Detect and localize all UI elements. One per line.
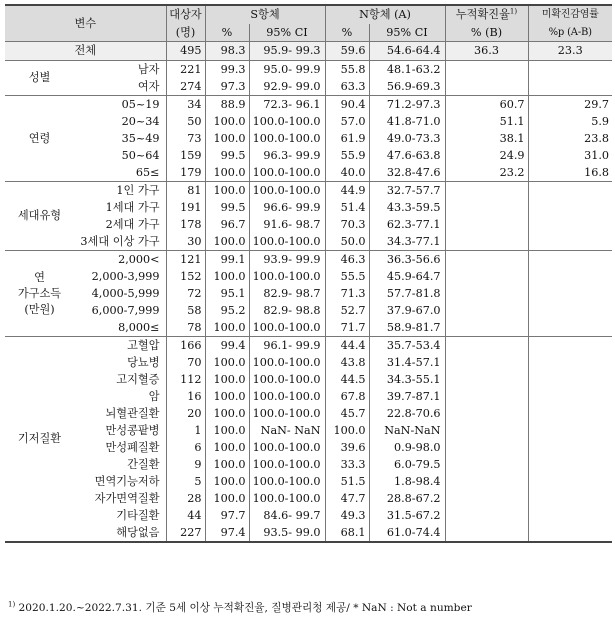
table-row	[5, 96, 612, 114]
total-n: 495	[166, 42, 205, 61]
table-row	[5, 216, 612, 233]
total-s-ci: 95.9- 99.3	[249, 42, 325, 61]
table-row	[5, 371, 612, 388]
row-n: 191	[166, 199, 205, 216]
row-n: 70	[166, 354, 205, 371]
table-row	[5, 302, 612, 319]
row-undiagnosed	[528, 405, 612, 422]
row-s-pct: 99.4	[205, 337, 249, 355]
row-n-ci: 61.0-74.4	[369, 524, 445, 542]
footnote-text: 2020.1.20.~2022.7.31. 기준 5세 이상 누적확진율, 질병관리청 제공/ * NaN : Not a number	[15, 602, 472, 614]
row-n-pct: 55.5	[325, 268, 369, 285]
row-s-pct: 95.2	[205, 302, 249, 319]
row-s-ci: 100.0-100.0	[249, 113, 325, 130]
row-n-pct: 40.0	[325, 164, 369, 182]
group-label	[5, 61, 74, 96]
row-label: 4,000-5,999	[91, 286, 160, 300]
row-n-ci: 45.9-64.7	[369, 268, 445, 285]
table-row	[5, 456, 612, 473]
row-s-ci: 100.0-100.0	[249, 388, 325, 405]
row-s-pct: 100.0	[205, 130, 249, 147]
table-row	[5, 78, 612, 96]
row-n-ci: 49.0-73.3	[369, 130, 445, 147]
row-n-ci: 71.2-97.3	[369, 96, 445, 114]
row-n-pct: 44.9	[325, 182, 369, 200]
row-n-pct: 63.3	[325, 78, 369, 96]
table-row	[5, 490, 612, 507]
row-s-pct: 99.3	[205, 61, 249, 79]
row-n: 78	[166, 319, 205, 337]
row-undiagnosed	[528, 388, 612, 405]
group-label-line: 기저질환	[17, 432, 62, 445]
row-n-pct: 52.7	[325, 302, 369, 319]
group-label	[5, 182, 74, 251]
row-s-ci: 100.0-100.0	[249, 319, 325, 337]
row-n-pct: 50.0	[325, 233, 369, 251]
table-row	[5, 319, 612, 337]
table-row	[5, 233, 612, 251]
header-pct-b: % (B)	[445, 24, 528, 42]
row-label: 고혈압	[127, 338, 160, 352]
row-undiagnosed	[528, 456, 612, 473]
row-s-pct: 97.4	[205, 524, 249, 542]
row-cumulative	[445, 302, 528, 319]
row-n: 72	[166, 285, 205, 302]
header-subjects-unit: (명)	[166, 24, 205, 42]
row-undiagnosed	[528, 78, 612, 96]
row-n-ci: NaN-NaN	[369, 422, 445, 439]
header-n-antibody: N항체 (A)	[325, 5, 445, 24]
row-s-ci: 100.0-100.0	[249, 439, 325, 456]
row-n-ci: 37.9-67.0	[369, 302, 445, 319]
group-label-line: 연령	[28, 131, 51, 145]
row-label: 면역기능저하	[94, 474, 160, 488]
row-s-ci: 100.0-100.0	[249, 354, 325, 371]
row-undiagnosed	[528, 319, 612, 337]
row-n-ci: 32.7-57.7	[369, 182, 445, 200]
total-cumulative: 36.3	[445, 42, 528, 61]
row-s-ci: 72.3- 96.1	[249, 96, 325, 114]
row-n-ci: 36.3-56.6	[369, 251, 445, 269]
row-cumulative	[445, 354, 528, 371]
row-n-ci: 39.7-87.1	[369, 388, 445, 405]
row-n: 58	[166, 302, 205, 319]
row-n-pct: 51.4	[325, 199, 369, 216]
row-s-ci: 91.6- 98.7	[249, 216, 325, 233]
group-label-line: (만원)	[24, 302, 55, 316]
row-n-pct: 90.4	[325, 96, 369, 114]
row-n-ci: 58.9-81.7	[369, 319, 445, 337]
row-s-pct: 100.0	[205, 422, 249, 439]
row-n: 9	[166, 456, 205, 473]
row-n-ci: 22.8-70.6	[369, 405, 445, 422]
row-undiagnosed	[528, 302, 612, 319]
row-cumulative	[445, 268, 528, 285]
row-undiagnosed	[528, 422, 612, 439]
row-n-ci: 6.0-79.5	[369, 456, 445, 473]
row-cumulative	[445, 439, 528, 456]
row-label: 20~34	[121, 114, 160, 128]
row-n-ci: 35.7-53.4	[369, 337, 445, 355]
row-s-ci: 84.6- 99.7	[249, 507, 325, 524]
row-s-ci: 100.0-100.0	[249, 164, 325, 182]
row-undiagnosed: 5.9	[528, 113, 612, 130]
row-s-ci: 100.0-100.0	[249, 130, 325, 147]
table-row	[5, 354, 612, 371]
row-s-ci: 100.0-100.0	[249, 490, 325, 507]
row-cumulative	[445, 388, 528, 405]
row-cumulative	[445, 78, 528, 96]
row-cumulative: 51.1	[445, 113, 528, 130]
row-n: 112	[166, 371, 205, 388]
row-n-pct: 70.3	[325, 216, 369, 233]
row-n-ci: 31.4-57.1	[369, 354, 445, 371]
row-label: 8,000≤	[74, 319, 166, 337]
header-cumulative: 누적확진율$^{1)}$	[445, 5, 528, 24]
row-label: 뇌혈관질환	[105, 406, 160, 420]
row-cumulative	[445, 422, 528, 439]
row-s-ci: 96.1- 99.9	[249, 337, 325, 355]
row-undiagnosed	[528, 473, 612, 490]
row-label: 암	[148, 389, 160, 403]
row-n: 44	[166, 507, 205, 524]
header-s-antibody: S항체	[205, 5, 325, 24]
row-s-pct: 100.0	[205, 319, 249, 337]
row-undiagnosed	[528, 337, 612, 355]
row-label: 50~64	[121, 148, 160, 162]
table-row	[5, 439, 612, 456]
row-s-pct: 100.0	[205, 456, 249, 473]
group-label	[5, 96, 74, 182]
row-s-pct: 99.1	[205, 251, 249, 269]
group-label	[5, 251, 74, 337]
row-n-ci: 62.3-77.1	[369, 216, 445, 233]
row-cumulative: 60.7	[445, 96, 528, 114]
row-n-pct: 55.8	[325, 61, 369, 79]
row-cumulative	[445, 182, 528, 200]
row-cumulative	[445, 507, 528, 524]
row-n-ci: 34.3-77.1	[369, 233, 445, 251]
group-label	[5, 337, 74, 543]
row-cumulative	[445, 490, 528, 507]
row-n-pct: 47.7	[325, 490, 369, 507]
row-cumulative	[445, 405, 528, 422]
row-n: 34	[166, 96, 205, 114]
row-s-pct: 96.7	[205, 216, 249, 233]
total-n-ci: 54.6-64.4	[369, 42, 445, 61]
row-n: 227	[166, 524, 205, 542]
row-s-pct: 99.5	[205, 147, 249, 164]
row-undiagnosed	[528, 439, 612, 456]
row-n-ci: 41.8-71.0	[369, 113, 445, 130]
row-n: 20	[166, 405, 205, 422]
total-undiagnosed: 23.3	[528, 42, 612, 61]
row-undiagnosed	[528, 268, 612, 285]
header-pct-ab: %p (A-B)	[528, 24, 612, 42]
row-n-ci: 31.5-67.2	[369, 507, 445, 524]
row-n: 81	[166, 182, 205, 200]
row-n-ci: 34.3-55.1	[369, 371, 445, 388]
row-s-ci: 82.9- 98.7	[249, 285, 325, 302]
row-s-ci: 100.0-100.0	[249, 473, 325, 490]
table-row	[5, 473, 612, 490]
row-n-pct: 100.0	[325, 422, 369, 439]
row-n: 1	[166, 422, 205, 439]
row-label: 2,000-3,999	[91, 269, 160, 283]
header-n-ci: 95% CI	[369, 24, 445, 42]
row-label: 당뇨병	[127, 355, 160, 369]
row-label: 6,000-7,999	[91, 303, 160, 317]
table-row	[5, 251, 612, 269]
row-cumulative	[445, 337, 528, 355]
row-n-ci: 28.8-67.2	[369, 490, 445, 507]
row-n-pct: 46.3	[325, 251, 369, 269]
total-row	[5, 42, 612, 61]
total-n-pct: 59.6	[325, 42, 369, 61]
row-undiagnosed	[528, 182, 612, 200]
row-label: 자가면역질환	[94, 491, 160, 505]
row-undiagnosed	[528, 233, 612, 251]
row-s-ci: 100.0-100.0	[249, 371, 325, 388]
row-s-pct: 100.0	[205, 182, 249, 200]
table-row	[5, 507, 612, 524]
row-n: 159	[166, 147, 205, 164]
group-label-line: 성별	[28, 71, 51, 84]
row-s-ci: 96.3- 99.9	[249, 147, 325, 164]
row-label: 기타질환	[116, 508, 160, 522]
row-n-pct: 51.5	[325, 473, 369, 490]
row-n-pct: 44.5	[325, 371, 369, 388]
row-n: 16	[166, 388, 205, 405]
row-label: 2,000<	[118, 252, 160, 266]
row-label: 2세대 가구	[105, 217, 160, 231]
row-s-pct: 95.1	[205, 285, 249, 302]
row-label: 1세대 가구	[105, 200, 160, 214]
row-undiagnosed	[528, 251, 612, 269]
row-cumulative	[445, 233, 528, 251]
row-n-pct: 61.9	[325, 130, 369, 147]
row-s-pct: 97.3	[205, 78, 249, 96]
row-s-pct: 100.0	[205, 113, 249, 130]
row-cumulative	[445, 473, 528, 490]
row-n-ci: 0.9-98.0	[369, 439, 445, 456]
row-label: 간질환	[127, 457, 160, 471]
row-n-ci: 47.6-63.8	[369, 147, 445, 164]
row-n-ci: 57.7-81.8	[369, 285, 445, 302]
table-row	[5, 388, 612, 405]
row-s-ci: 100.0-100.0	[249, 456, 325, 473]
header-subjects: 대상자	[166, 5, 205, 24]
table-row	[5, 268, 612, 285]
row-undiagnosed: 29.7	[528, 96, 612, 114]
row-undiagnosed	[528, 354, 612, 371]
row-cumulative	[445, 199, 528, 216]
table-row	[5, 113, 612, 130]
table-row	[5, 61, 612, 79]
total-label: 전체	[5, 42, 166, 61]
row-cumulative: 38.1	[445, 130, 528, 147]
seroprevalence-table	[5, 4, 612, 543]
row-n-pct: 49.3	[325, 507, 369, 524]
row-n: 178	[166, 216, 205, 233]
row-cumulative	[445, 456, 528, 473]
row-s-pct: 100.0	[205, 473, 249, 490]
row-s-ci: 93.9- 99.9	[249, 251, 325, 269]
row-n-pct: 43.8	[325, 354, 369, 371]
row-n: 179	[166, 164, 205, 182]
row-label: 만성폐질환	[105, 440, 160, 454]
row-cumulative	[445, 285, 528, 302]
row-label: 여자	[74, 78, 166, 96]
row-s-ci: 100.0-100.0	[249, 182, 325, 200]
row-s-pct: 99.5	[205, 199, 249, 216]
row-label: 남자	[137, 62, 160, 76]
header-s-ci: 95% CI	[249, 24, 325, 42]
row-cumulative: 24.9	[445, 147, 528, 164]
row-n-pct: 71.3	[325, 285, 369, 302]
row-n: 28	[166, 490, 205, 507]
row-n: 121	[166, 251, 205, 269]
row-s-pct: 88.9	[205, 96, 249, 114]
row-label: 만성콩팥병	[105, 423, 160, 437]
row-s-ci: 100.0-100.0	[249, 405, 325, 422]
group-label-line: 세대유형	[17, 209, 62, 222]
row-n-pct: 68.1	[325, 524, 369, 542]
row-n-ci: 56.9-69.3	[369, 78, 445, 96]
header-variable: 변수	[5, 5, 166, 42]
row-n-pct: 55.9	[325, 147, 369, 164]
row-label: 고지혈증	[116, 372, 160, 386]
row-undiagnosed	[528, 524, 612, 542]
row-undiagnosed	[528, 199, 612, 216]
row-undiagnosed: 16.8	[528, 164, 612, 182]
row-n-pct: 71.7	[325, 319, 369, 337]
group-label-line: 가구소득	[17, 286, 62, 300]
row-n-pct: 33.3	[325, 456, 369, 473]
row-cumulative	[445, 61, 528, 79]
row-cumulative	[445, 371, 528, 388]
row-undiagnosed	[528, 490, 612, 507]
row-s-pct: 100.0	[205, 164, 249, 182]
row-cumulative	[445, 251, 528, 269]
row-s-ci: NaN- NaN	[249, 422, 325, 439]
row-n-pct: 39.6	[325, 439, 369, 456]
row-n: 274	[166, 78, 205, 96]
header-undiagnosed: 미확진감염률	[528, 5, 612, 24]
row-label: 1인 가구	[116, 183, 160, 197]
row-s-ci: 82.9- 98.8	[249, 302, 325, 319]
row-undiagnosed: 23.8	[528, 130, 612, 147]
footnote: $^{1)}$ 2020.1.20.~2022.7.31. 기준 5세 이상 누적확진율, 질병관리청 제공/ * NaN : Not a number	[8, 600, 472, 614]
row-n: 221	[166, 61, 205, 79]
row-label: 65≤	[74, 164, 166, 182]
row-n: 30	[166, 233, 205, 251]
row-cumulative	[445, 524, 528, 542]
table-row	[5, 147, 612, 164]
table-row	[5, 422, 612, 439]
row-undiagnosed	[528, 61, 612, 79]
row-s-pct: 100.0	[205, 439, 249, 456]
row-n: 73	[166, 130, 205, 147]
row-n-pct: 57.0	[325, 113, 369, 130]
row-label: 35~49	[121, 131, 160, 145]
table-row	[5, 405, 612, 422]
table-row	[5, 130, 612, 147]
table-row	[5, 337, 612, 355]
row-n-ci: 1.8-98.4	[369, 473, 445, 490]
row-n-ci: 48.1-63.2	[369, 61, 445, 79]
row-undiagnosed	[528, 285, 612, 302]
row-n: 6	[166, 439, 205, 456]
row-undiagnosed	[528, 371, 612, 388]
row-s-pct: 100.0	[205, 371, 249, 388]
table-row	[5, 182, 612, 200]
row-n-pct: 67.8	[325, 388, 369, 405]
row-n: 50	[166, 113, 205, 130]
row-cumulative	[445, 216, 528, 233]
header-n-pct: %	[325, 24, 369, 42]
row-s-ci: 93.5- 99.0	[249, 524, 325, 542]
row-s-pct: 97.7	[205, 507, 249, 524]
row-n-ci: 43.3-59.5	[369, 199, 445, 216]
row-s-pct: 100.0	[205, 233, 249, 251]
table-row	[5, 524, 612, 542]
row-s-ci: 96.6- 99.9	[249, 199, 325, 216]
row-n: 152	[166, 268, 205, 285]
row-s-pct: 100.0	[205, 490, 249, 507]
row-s-ci: 100.0-100.0	[249, 268, 325, 285]
row-undiagnosed	[528, 507, 612, 524]
row-s-pct: 100.0	[205, 405, 249, 422]
row-s-pct: 100.0	[205, 388, 249, 405]
total-s-pct: 98.3	[205, 42, 249, 61]
row-undiagnosed	[528, 216, 612, 233]
row-n: 166	[166, 337, 205, 355]
table-row	[5, 164, 612, 182]
table-row	[5, 199, 612, 216]
header-row-1	[5, 5, 612, 24]
row-n-pct: 45.7	[325, 405, 369, 422]
row-label: 해당없음	[74, 524, 166, 542]
row-s-ci: 95.0- 99.9	[249, 61, 325, 79]
group-label-line: 연	[34, 270, 45, 284]
row-s-ci: 100.0-100.0	[249, 233, 325, 251]
row-label: 3세대 이상 가구	[74, 233, 166, 251]
table-row	[5, 285, 612, 302]
row-s-ci: 92.9- 99.0	[249, 78, 325, 96]
row-undiagnosed: 31.0	[528, 147, 612, 164]
row-n-pct: 44.4	[325, 337, 369, 355]
header-s-pct: %	[205, 24, 249, 42]
row-n: 5	[166, 473, 205, 490]
row-s-pct: 100.0	[205, 268, 249, 285]
row-cumulative: 23.2	[445, 164, 528, 182]
row-cumulative	[445, 319, 528, 337]
row-s-pct: 100.0	[205, 354, 249, 371]
row-n-ci: 32.8-47.6	[369, 164, 445, 182]
row-label: 05~19	[121, 97, 160, 111]
